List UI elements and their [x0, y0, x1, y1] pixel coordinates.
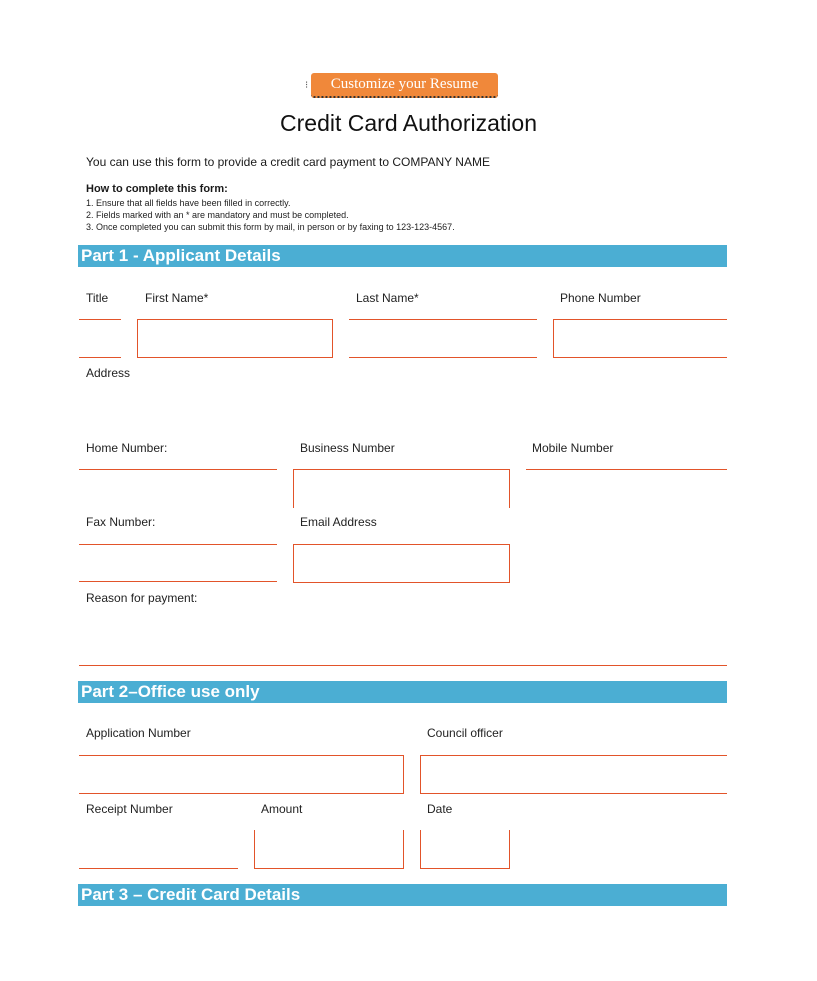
reason-for-payment-label: Reason for payment:	[86, 591, 198, 605]
business-number-field[interactable]	[293, 469, 510, 508]
howto-step-1: 1. Ensure that all fields have been filled in correctly.	[86, 198, 291, 208]
howto-step-2: 2. Fields marked with an * are mandatory and must be completed.	[86, 210, 349, 220]
section-part-1-heading: Part 1 - Applicant Details	[78, 245, 727, 267]
title-label: Title	[86, 291, 109, 305]
customize-resume-button[interactable]: Customize your Resume	[311, 73, 498, 98]
reason-for-payment-field[interactable]	[79, 665, 727, 666]
phone-number-field[interactable]	[553, 319, 727, 358]
application-number-field[interactable]	[79, 755, 404, 794]
last-name-field-top-line	[349, 319, 537, 320]
title-field[interactable]	[79, 357, 121, 358]
council-officer-label: Council officer	[427, 726, 503, 740]
first-name-label: First Name*	[145, 291, 209, 305]
receipt-number-label: Receipt Number	[86, 802, 173, 816]
title-field-top-line	[79, 319, 121, 320]
business-number-label: Business Number	[300, 441, 395, 455]
section-part-3-heading: Part 3 – Credit Card Details	[78, 884, 727, 906]
email-address-label: Email Address	[300, 515, 377, 529]
last-name-field[interactable]	[349, 357, 537, 358]
howto-heading: How to complete this form:	[86, 183, 228, 195]
amount-label: Amount	[261, 802, 303, 816]
first-name-field[interactable]	[137, 319, 333, 358]
fax-field-top-line	[79, 544, 277, 545]
date-label: Date	[427, 802, 453, 816]
home-number-field[interactable]	[79, 469, 277, 470]
mobile-number-field[interactable]	[526, 469, 727, 470]
last-name-label: Last Name*	[356, 291, 419, 305]
fax-number-label: Fax Number:	[86, 515, 156, 529]
fax-number-field[interactable]	[79, 581, 277, 582]
page-title: Credit Card Authorization	[280, 110, 537, 136]
howto-step-3: 3. Once completed you can submit this form by mail, in person or by faxing to 123-123-4567.	[86, 222, 455, 232]
application-number-label: Application Number	[86, 726, 191, 740]
phone-number-label: Phone Number	[560, 291, 641, 305]
receipt-number-field[interactable]	[79, 868, 238, 869]
section-part-2-heading: Part 2–Office use only	[78, 681, 727, 703]
address-label: Address	[86, 366, 131, 380]
promo-cursor-icon: ⁝	[305, 80, 309, 91]
amount-field[interactable]	[254, 830, 404, 869]
home-number-label: Home Number:	[86, 441, 168, 455]
date-field[interactable]	[420, 830, 510, 869]
email-address-field[interactable]	[293, 544, 510, 583]
intro-text: You can use this form to provide a credit card payment to COMPANY NAME	[86, 155, 490, 169]
council-officer-field[interactable]	[420, 755, 727, 794]
mobile-number-label: Mobile Number	[532, 441, 614, 455]
